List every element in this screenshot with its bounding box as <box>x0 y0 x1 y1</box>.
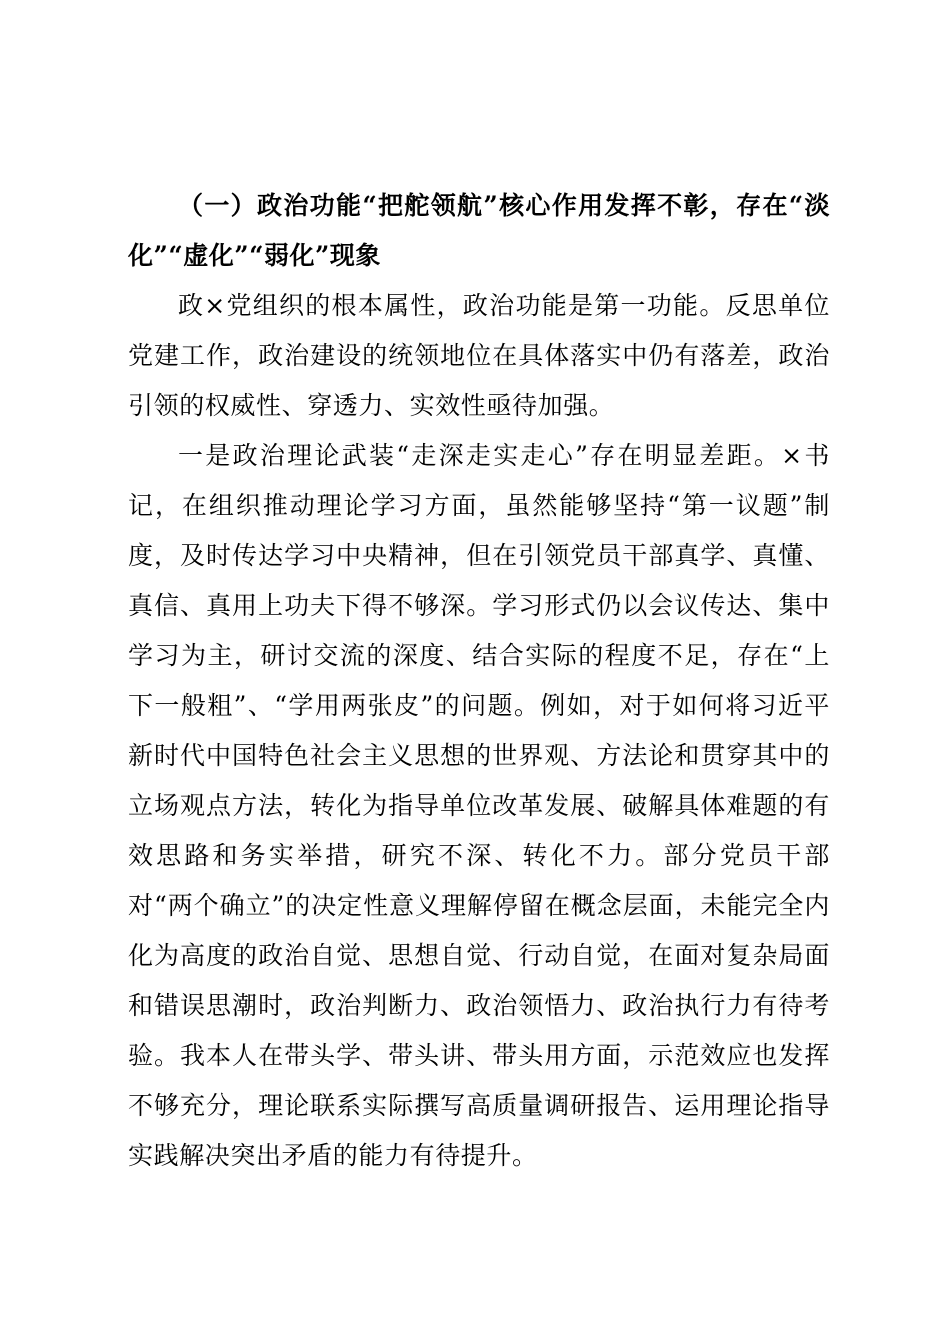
document-body <box>128 181 830 1181</box>
body-paragraph: 一是政治理论武装“走深走实走心”存在明显差距。×书记，在组织推动理论学习方面，虽然能够坚持“第一议题”制度，及时传达学习中央精神，但在引领党员干部真学、真懂、真信、真用上功夫下得不够深。学习形式仍以会议传达、集中学习为主，研讨交流的深度、结合实际的程度不足，存在“上下一般粗”、“学用两张皮”的问题。例如，对于如何将习近平新时代中国特色社会主义思想的世界观、方法论和贯穿其中的立场观点方法，转化为指导单位改革发展、破解具体难题的有效思路和务实举措，研究不深、转化不力。部分党员干部对“两个确立”的决定性意义理解停留在概念层面，未能完全内化为高度的政治自觉、思想自觉、行动自觉，在面对复杂局面和错误思潮时，政治判断力、政治领悟力、政治执行力有待考验。我本人在带头学、带头讲、带头用方面，示范效应也发挥不够充分，理论联系实际撰写高质量调研报告、运用理论指导实践解决突出矛盾的能力有待提升。 <box>128 441 830 1170</box>
intro-paragraph: 政×党组织的根本属性，政治功能是第一功能。反思单位党建工作，政治建设的统领地位在具体落实中仍有落差，政治引领的权威性、穿透力、实效性亟待加强。 <box>128 291 830 420</box>
section-heading: （一）政治功能“把舵领航”核心作用发挥不彰，存在“淡化”“虚化”“弱化”现象 <box>128 191 830 270</box>
